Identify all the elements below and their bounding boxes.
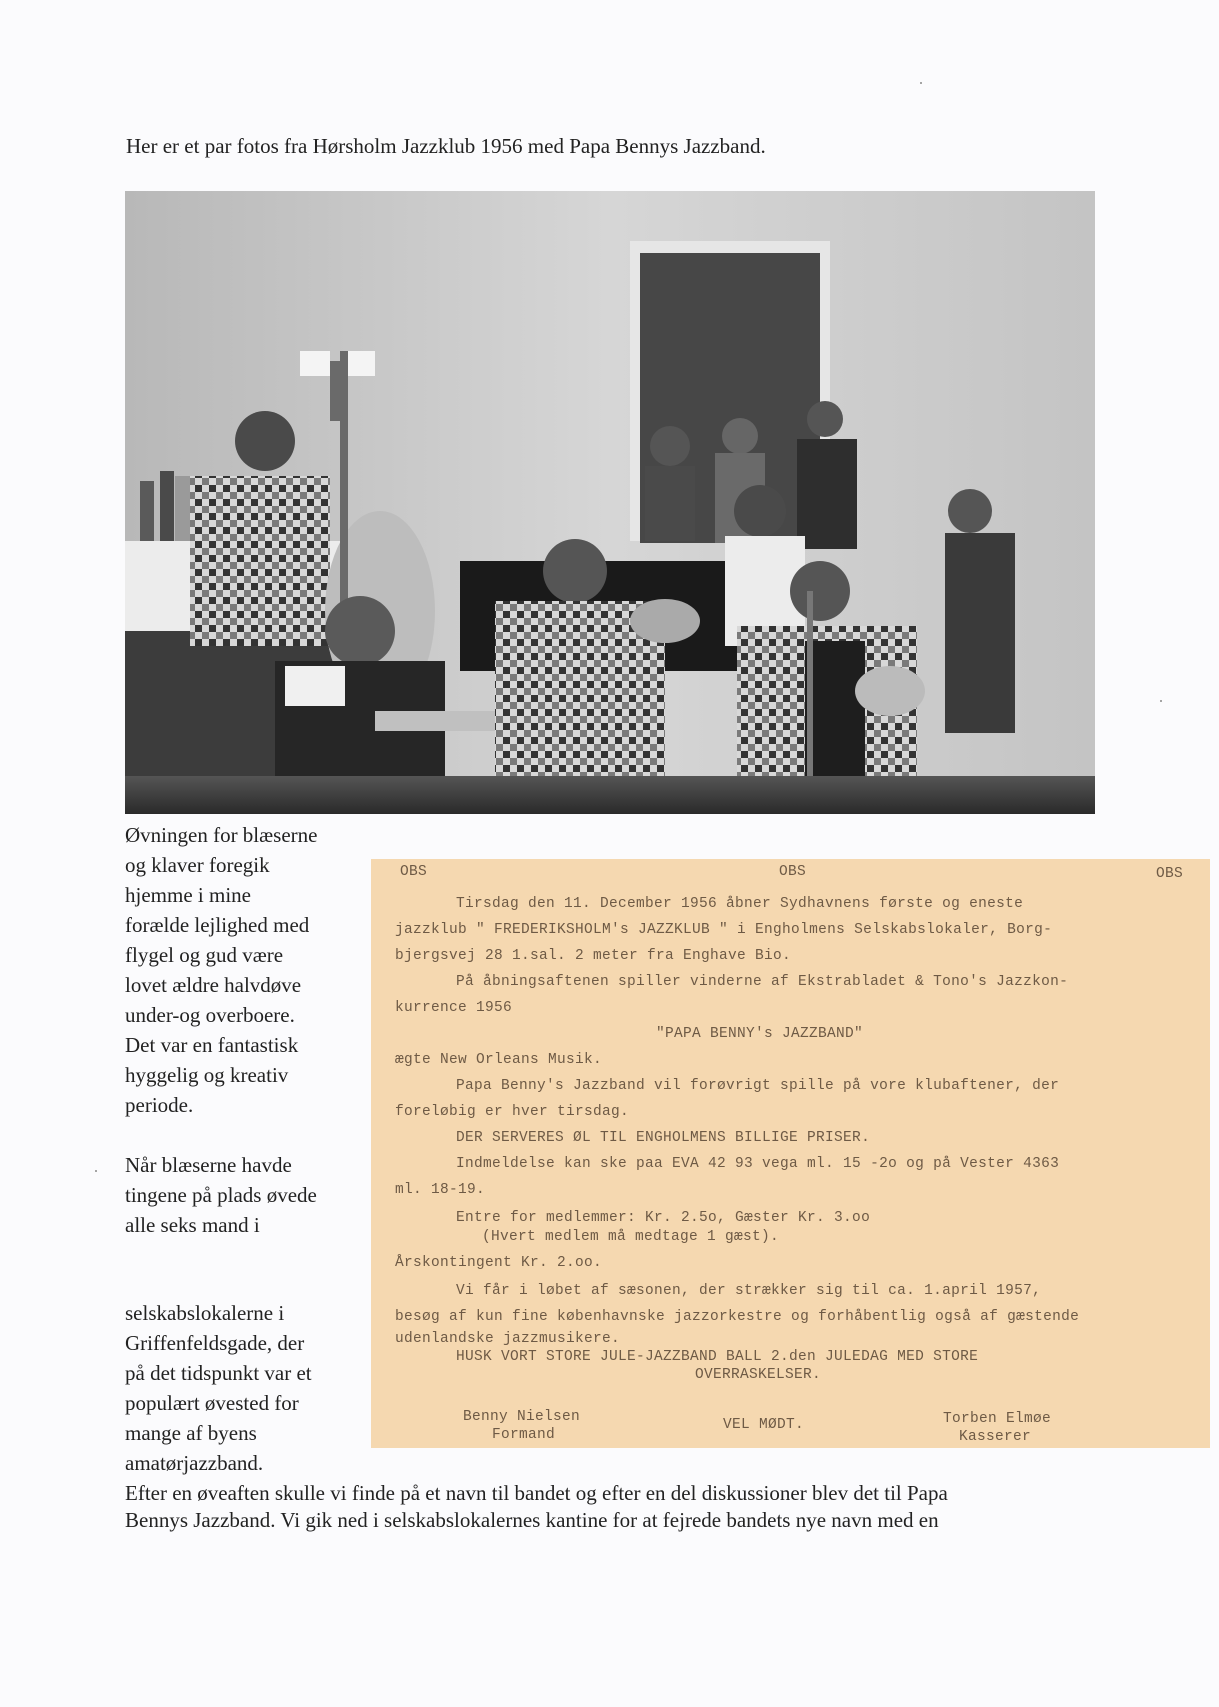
- side-line: periode.: [125, 1093, 194, 1117]
- signature-chair-title: Formand: [492, 1427, 556, 1443]
- closing-line: Bennys Jazzband. Vi gik ned i selskabslokalernes kantine for at fejrede bandets nye navn med en: [125, 1508, 939, 1532]
- side-line: amatørjazzband.: [125, 1451, 264, 1475]
- side-line: forælde lejlighed med: [125, 913, 310, 937]
- signature-treasurer-name: Torben Elmøe: [943, 1411, 1052, 1427]
- side-line: og klaver foregik: [125, 853, 270, 877]
- clipping-line: Årskontingent Kr. 2.oo.: [395, 1255, 603, 1271]
- side-line: lovet ældre halvdøve: [125, 973, 302, 997]
- paper-speck: [920, 82, 922, 84]
- side-column-text: [125, 820, 360, 1478]
- clipping-line: jazzklub " FREDERIKSHOLM's JAZZKLUB " i Engholmens Selskabslokaler, Borg-: [395, 922, 1053, 938]
- clipping-line: besøg af kun fine københavnske jazzorkestre og forhåbentlig også af gæstende: [395, 1309, 1080, 1325]
- side-line: under-og overboere.: [125, 1003, 295, 1027]
- side-line: tingene på plads øvede: [125, 1183, 317, 1207]
- clipping-line: kurrence 1956: [395, 1000, 513, 1016]
- paper-speck: [95, 1170, 97, 1172]
- clipping-line: foreløbig er hver tirsdag.: [395, 1104, 630, 1120]
- clipping-line: Indmeldelse kan ske paa EVA 42 93 vega ml. 15 -2o og på Vester 4363: [456, 1156, 1060, 1172]
- side-line: Griffenfeldsgade, der: [125, 1331, 305, 1355]
- side-line: mange af byens: [125, 1421, 257, 1445]
- signature-chair-name: Benny Nielsen: [463, 1409, 581, 1425]
- side-line: Det var en fantastisk: [125, 1033, 299, 1057]
- clipping-line: HUSK VORT STORE JULE-JAZZBAND BALL 2.den JULEDAG MED STORE: [456, 1349, 979, 1365]
- side-line: Øvningen for blæserne: [125, 823, 318, 847]
- signature-treasurer-title: Kasserer: [959, 1429, 1032, 1445]
- clipping-line: Tirsdag den 11. December 1956 åbner Sydhavnens første og eneste: [456, 896, 1024, 912]
- obs-left: OBS: [400, 864, 428, 880]
- side-line: Når blæserne havde: [125, 1153, 292, 1177]
- clipping-line: bjergsvej 28 1.sal. 2 meter fra Enghave Bio.: [395, 948, 792, 964]
- clipping-line: udenlandske jazzmusikere.: [395, 1331, 621, 1347]
- side-line: alle seks mand i: [125, 1213, 260, 1237]
- intro-text: Her er et par fotos fra Hørsholm Jazzklub 1956 med Papa Bennys Jazzband.: [126, 134, 766, 158]
- obs-center: OBS: [779, 864, 807, 880]
- band-photo: [125, 191, 1095, 814]
- closing-paragraph: [125, 1480, 1085, 1534]
- clipping-line: DER SERVERES ØL TIL ENGHOLMENS BILLIGE PRISER.: [456, 1130, 871, 1146]
- newspaper-clipping: [371, 859, 1210, 1448]
- clipping-line: "PAPA BENNY's JAZZBAND": [656, 1026, 864, 1042]
- clipping-line: OVERRASKELSER.: [695, 1367, 822, 1383]
- clipping-line: Entre for medlemmer: Kr. 2.5o, Gæster Kr. 3.oo: [456, 1210, 871, 1226]
- clipping-line: Papa Benny's Jazzband vil forøvrigt spille på vore klubaftener, der: [456, 1078, 1060, 1094]
- closing-line: Efter en øveaften skulle vi finde på et navn til bandet og efter en del diskussioner blev det til Papa: [125, 1481, 948, 1505]
- clipping-line: ml. 18-19.: [395, 1182, 486, 1198]
- side-line: populært øvested for: [125, 1391, 299, 1415]
- clipping-line: På åbningsaftenen spiller vinderne af Ekstrabladet & Tono's Jazzkon-: [456, 974, 1069, 990]
- side-line: på det tidspunkt var et: [125, 1361, 312, 1385]
- clipping-line: Vi får i løbet af sæsonen, der strækker sig til ca. 1.april 1957,: [456, 1283, 1042, 1299]
- signature-welcome: VEL MØDT.: [723, 1417, 805, 1433]
- side-line: hjemme i mine: [125, 883, 251, 907]
- clipping-line: (Hvert medlem må medtage 1 gæst).: [482, 1229, 780, 1245]
- side-line: selskabslokalerne i: [125, 1301, 285, 1325]
- paper-speck: [1160, 700, 1162, 702]
- band-photo-drawing: [125, 191, 1095, 814]
- clipping-line: ægte New Orleans Musik.: [395, 1052, 603, 1068]
- side-line: flygel og gud være: [125, 943, 284, 967]
- obs-right: OBS: [1156, 866, 1184, 882]
- side-line: hyggelig og kreativ: [125, 1063, 289, 1087]
